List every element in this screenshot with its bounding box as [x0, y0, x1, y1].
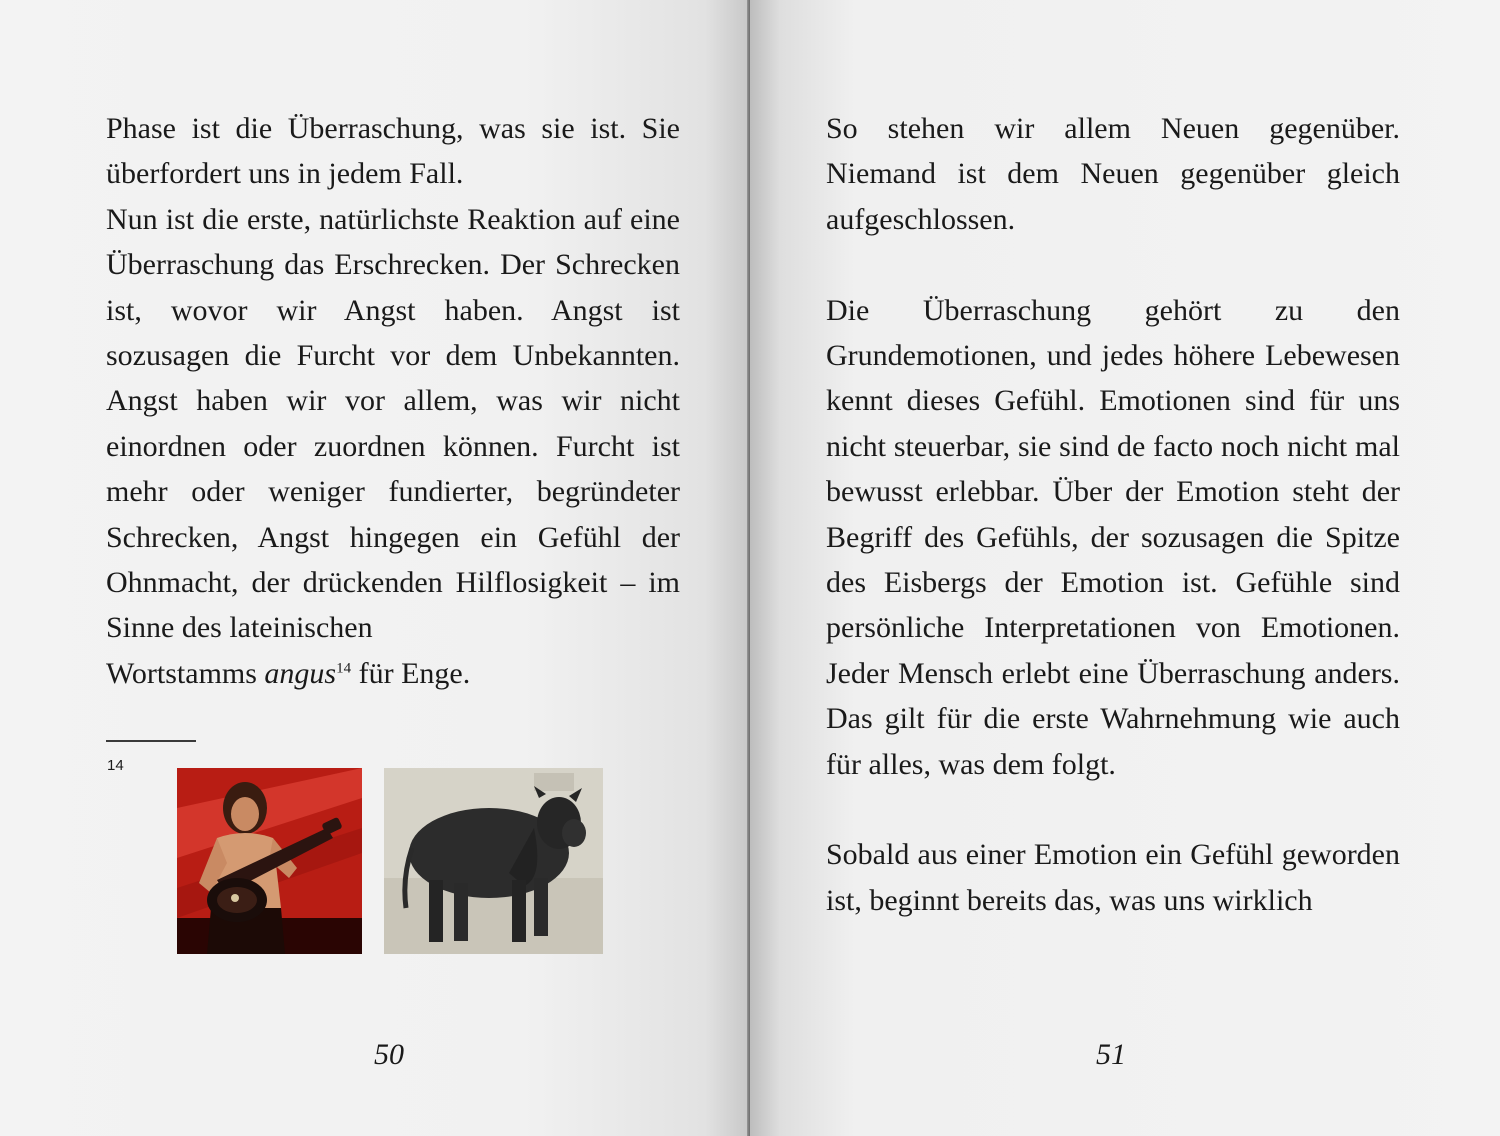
bull-photo — [384, 768, 603, 954]
guitarist-photo — [177, 768, 362, 954]
guitarist-illustration — [177, 768, 362, 954]
right-page-body — [826, 106, 1400, 923]
right-paragraph-2: Die Überraschung gehört zu den Grundemotionen, und jedes höhere Lebewesen kennt dieses Gefühl. Emotionen sind für uns nicht steuerbar, sie sind de facto noch nicht mal bewusst erlebbar. Über der Emotion steht der Begriff des Gefühls, der sozusagen die Spitze des Eisbergs der Emotion ist. Gefühle sind persönliche Interpretationen von Emotionen. Jeder Mensch erlebt eine Überraschung anders. Das gilt für die erste Wahrnehmung wie auch für alles, was dem folgt. — [826, 293, 1400, 781]
right-page — [750, 0, 1500, 1136]
right-paragraph-1: So stehen wir allem Neuen gegenüber. Niemand ist dem Neuen gegenüber gleich aufgeschlossen. — [826, 112, 1400, 236]
page-number-left: 50 — [374, 1038, 404, 1071]
latin-word: angus — [264, 656, 337, 690]
page-number-right: 51 — [1096, 1038, 1126, 1071]
bull-illustration — [384, 768, 603, 954]
left-page-body — [106, 106, 680, 696]
left-paragraph-last-line — [106, 651, 680, 696]
right-paragraph-3: Sobald aus einer Emotion ein Gefühl geworden ist, beginnt bereits das, was uns wirklich — [826, 838, 1400, 917]
last-line-before: Wortstamms — [106, 656, 265, 690]
footnote-reference: 14 — [336, 660, 352, 677]
footnote-rule — [106, 740, 196, 742]
left-paragraph-2: Nun ist die erste, natürlichste Reaktion auf eine Überraschung das Erschrecken. Der Schrecken ist, wovor wir Angst haben. Angst ist sozusagen die Furcht vor dem Unbekannten. Angst haben wir vor allem, was wir nicht einordnen oder zuordnen können. Furcht ist mehr oder weniger fundierter, begründeter Schrecken, Angst hingegen ein Gefühl der Ohnmacht, der drückenden Hilflosigkeit – im Sinne des lateinischen — [106, 202, 680, 645]
left-paragraph-1: Phase ist die Überraschung, was sie ist. Sie überfordert uns in jedem Fall. — [106, 112, 680, 191]
last-line-after: für Enge. — [351, 656, 471, 690]
footnote-number: 14 — [107, 757, 124, 774]
